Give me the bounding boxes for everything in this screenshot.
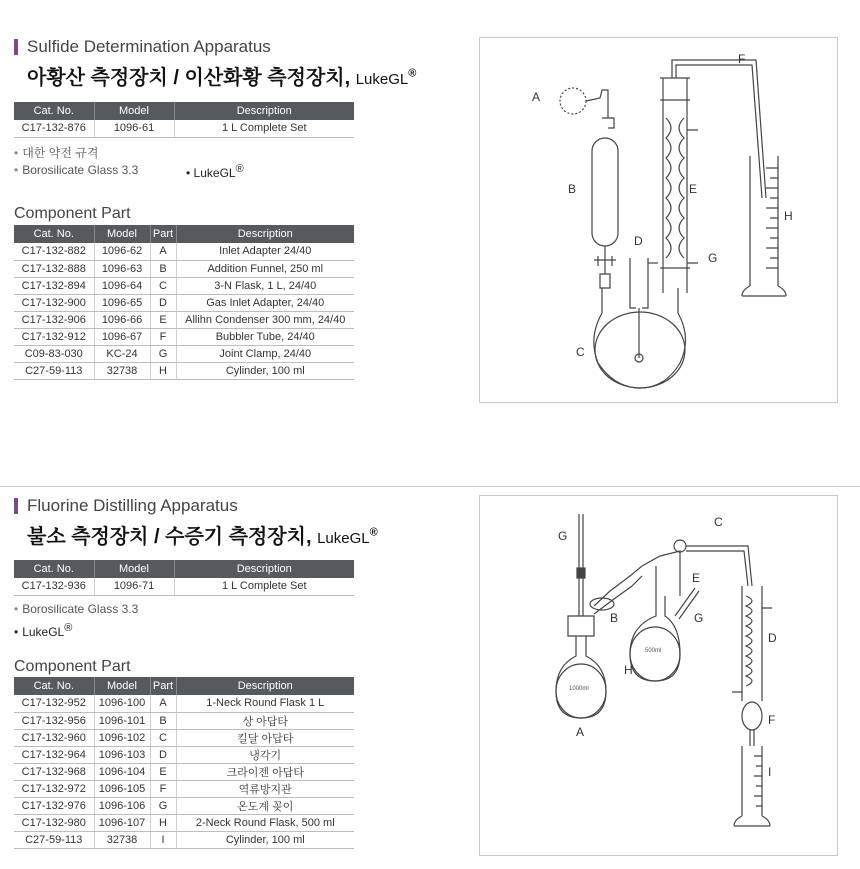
cell-model: 1096-67 <box>94 328 150 345</box>
cell-description: 역류방지관 <box>176 780 354 797</box>
cell-description: 냉각기 <box>176 746 354 763</box>
cell-description: 온도계 꽂이 <box>176 797 354 814</box>
cell-part: A <box>150 695 176 712</box>
cell-description: Cylinder, 100 ml <box>176 362 354 379</box>
table-row <box>14 243 354 260</box>
cell-cat-no: C17-132-876 <box>14 120 94 137</box>
figure-label-h: H <box>784 209 793 223</box>
cell-part: H <box>150 814 176 831</box>
cell-cat-no: C17-132-956 <box>14 712 94 729</box>
cell-part: F <box>150 328 176 345</box>
cell-cat-no: C17-132-968 <box>14 763 94 780</box>
brand-name: LukeGL <box>317 530 370 547</box>
cell-description: 킬달 아답타 <box>176 729 354 746</box>
header-description: Description <box>176 225 354 243</box>
table-header-row <box>14 560 354 578</box>
table-row <box>14 746 354 763</box>
figure-label-g-left: G <box>558 529 568 543</box>
header-cat-no: Cat. No. <box>14 225 94 243</box>
main-set-table <box>14 560 354 596</box>
table-row <box>14 345 354 362</box>
table-header-row <box>14 102 354 120</box>
table-header-row <box>14 677 354 695</box>
cell-model: 1096-107 <box>94 814 150 831</box>
cell-cat-no: C17-132-936 <box>14 578 94 595</box>
cell-model: 1096-104 <box>94 763 150 780</box>
title-ko-text: 불소 측정장치 / 수증기 측정장치, <box>27 526 312 548</box>
title-ko-text: 아황산 측정장치 / 이산화황 측정장치, <box>27 67 351 89</box>
cell-description: Allihn Condenser 300 mm, 24/40 <box>176 311 354 328</box>
figure-label-d: D <box>768 631 777 645</box>
cell-cat-no: C17-132-976 <box>14 797 94 814</box>
material-note-text: Borosilicate Glass 3.3 <box>22 602 139 616</box>
header-cat-no: Cat. No. <box>14 560 94 578</box>
cell-description: 3-N Flask, 1 L, 24/40 <box>176 277 354 294</box>
main-set-table <box>14 102 354 138</box>
cell-description: Cylinder, 100 ml <box>176 831 354 848</box>
cell-cat-no: C17-132-952 <box>14 695 94 712</box>
cell-cat-no: C17-132-964 <box>14 746 94 763</box>
flask-volume-500: 500ml <box>645 648 662 654</box>
table-row <box>14 763 354 780</box>
cell-model: 1096-65 <box>94 294 150 311</box>
section-title-ko <box>27 520 378 549</box>
cell-cat-no: C17-132-960 <box>14 729 94 746</box>
component-table <box>14 225 354 380</box>
cell-cat-no: C17-132-894 <box>14 277 94 294</box>
spec-note-text: 대한 약전 규격 <box>22 146 99 160</box>
cell-model: 1096-105 <box>94 780 150 797</box>
cell-model: 1096-102 <box>94 729 150 746</box>
spec-note: • 대한 약전 규격 <box>14 146 99 160</box>
material-note-text: Borosilicate Glass 3.3 <box>22 163 139 177</box>
figure-label-e: E <box>689 182 698 196</box>
figure-label-a: A <box>532 90 541 104</box>
table-row <box>14 695 354 712</box>
cell-part: H <box>150 362 176 379</box>
header-description: Description <box>176 677 354 695</box>
cell-model: 1096-61 <box>94 120 174 137</box>
header-description: Description <box>174 102 354 120</box>
component-table <box>14 677 354 849</box>
cell-cat-no: C17-132-882 <box>14 243 94 260</box>
cell-part: F <box>150 780 176 797</box>
cell-description: Bubbler Tube, 24/40 <box>176 328 354 345</box>
cell-description: Joint Clamp, 24/40 <box>176 345 354 362</box>
figure-label-b: B <box>568 182 577 196</box>
component-part-title: Component Part <box>14 658 131 675</box>
cell-model: 1096-103 <box>94 746 150 763</box>
registered-mark: ® <box>235 163 244 175</box>
table-row <box>14 712 354 729</box>
figure-label-d: D <box>634 234 643 248</box>
figure-label-a: A <box>576 725 585 739</box>
table-row <box>14 311 354 328</box>
cell-model: 1096-106 <box>94 797 150 814</box>
figure-label-h: H <box>624 663 633 677</box>
cell-cat-no: C09-83-030 <box>14 345 94 362</box>
cell-description: 1 L Complete Set <box>174 578 354 595</box>
table-header-row <box>14 225 354 243</box>
header-cat-no: Cat. No. <box>14 102 94 120</box>
component-part-title: Component Part <box>14 205 131 222</box>
cell-part: E <box>150 311 176 328</box>
cell-cat-no: C27-59-113 <box>14 831 94 848</box>
apparatus-drawing <box>480 496 837 855</box>
figure-label-f: F <box>738 52 746 66</box>
cell-model: 1096-100 <box>94 695 150 712</box>
cell-cat-no: C17-132-980 <box>14 814 94 831</box>
cell-model: 1096-63 <box>94 260 150 277</box>
cell-model: 1096-101 <box>94 712 150 729</box>
cell-part: G <box>150 345 176 362</box>
table-row <box>14 328 354 345</box>
figure-label-f: F <box>768 713 776 727</box>
cell-description: 2-Neck Round Flask, 500 ml <box>176 814 354 831</box>
table-row <box>14 578 354 595</box>
header-description: Description <box>174 560 354 578</box>
header-part: Part <box>150 225 176 243</box>
cell-part: B <box>150 260 176 277</box>
cell-description: 1 L Complete Set <box>174 120 354 137</box>
flask-volume-1000: 1000ml <box>569 686 589 692</box>
cell-model: 32738 <box>94 831 150 848</box>
table-row <box>14 120 354 137</box>
registered-mark: ® <box>369 526 378 539</box>
sulfide-apparatus-figure <box>479 37 838 403</box>
header-part: Part <box>150 677 176 695</box>
table-row <box>14 277 354 294</box>
figure-label-g: G <box>708 251 718 265</box>
cell-description: 상 아답타 <box>176 712 354 729</box>
brand-note-text: LukeGL <box>22 625 65 639</box>
registered-mark: ® <box>408 67 417 80</box>
cell-part: I <box>150 831 176 848</box>
cell-part: B <box>150 712 176 729</box>
cell-description: Gas Inlet Adapter, 24/40 <box>176 294 354 311</box>
table-row <box>14 814 354 831</box>
cell-model: 1096-66 <box>94 311 150 328</box>
header-cat-no: Cat. No. <box>14 677 94 695</box>
cell-description: 1-Neck Round Flask 1 L <box>176 695 354 712</box>
cell-part: D <box>150 746 176 763</box>
section-title-en: Sulfide Determination Apparatus <box>14 37 271 57</box>
fluorine-section <box>0 486 860 869</box>
header-model: Model <box>94 677 150 695</box>
figure-label-i: I <box>768 765 772 779</box>
cell-part: E <box>150 763 176 780</box>
header-model: Model <box>94 225 150 243</box>
cell-cat-no: C17-132-972 <box>14 780 94 797</box>
cell-cat-no: C17-132-888 <box>14 260 94 277</box>
material-note: • Borosilicate Glass 3.3 <box>14 163 139 177</box>
figure-label-e: E <box>692 571 701 585</box>
figure-label-g-right: G <box>694 611 704 625</box>
figure-label-c: C <box>714 515 723 529</box>
brand-name: LukeGL <box>355 71 409 88</box>
cell-description: Inlet Adapter 24/40 <box>176 243 354 260</box>
cell-part: G <box>150 797 176 814</box>
apparatus-drawing <box>480 38 837 402</box>
cell-description: Addition Funnel, 250 ml <box>176 260 354 277</box>
brand-note: • LukeGL® <box>14 622 73 639</box>
header-model: Model <box>94 102 174 120</box>
cell-model: 1096-71 <box>94 578 174 595</box>
brand-note-text: LukeGL <box>193 166 236 180</box>
cell-cat-no: C17-132-900 <box>14 294 94 311</box>
table-row <box>14 362 354 379</box>
table-row <box>14 729 354 746</box>
section-title-en: Fluorine Distilling Apparatus <box>14 496 238 516</box>
cell-model: 1096-62 <box>94 243 150 260</box>
header-model: Model <box>94 560 174 578</box>
registered-mark: ® <box>64 622 73 634</box>
table-row <box>14 780 354 797</box>
cell-cat-no: C17-132-906 <box>14 311 94 328</box>
section-title-ko <box>27 61 416 90</box>
cell-part: C <box>150 277 176 294</box>
cell-part: D <box>150 294 176 311</box>
cell-cat-no: C17-132-912 <box>14 328 94 345</box>
table-row <box>14 797 354 814</box>
cell-model: KC-24 <box>94 345 150 362</box>
cell-part: C <box>150 729 176 746</box>
cell-cat-no: C27-59-113 <box>14 362 94 379</box>
table-row <box>14 831 354 848</box>
cell-model: 1096-64 <box>94 277 150 294</box>
cell-description: 크라이젠 아답타 <box>176 763 354 780</box>
table-row <box>14 294 354 311</box>
table-row <box>14 260 354 277</box>
material-note: • Borosilicate Glass 3.3 <box>14 602 139 616</box>
figure-label-c: C <box>576 345 585 359</box>
cell-model: 32738 <box>94 362 150 379</box>
figure-label-b: B <box>610 611 619 625</box>
fluorine-apparatus-figure <box>479 495 838 856</box>
brand-note: • LukeGL® <box>186 163 244 180</box>
cell-part: A <box>150 243 176 260</box>
